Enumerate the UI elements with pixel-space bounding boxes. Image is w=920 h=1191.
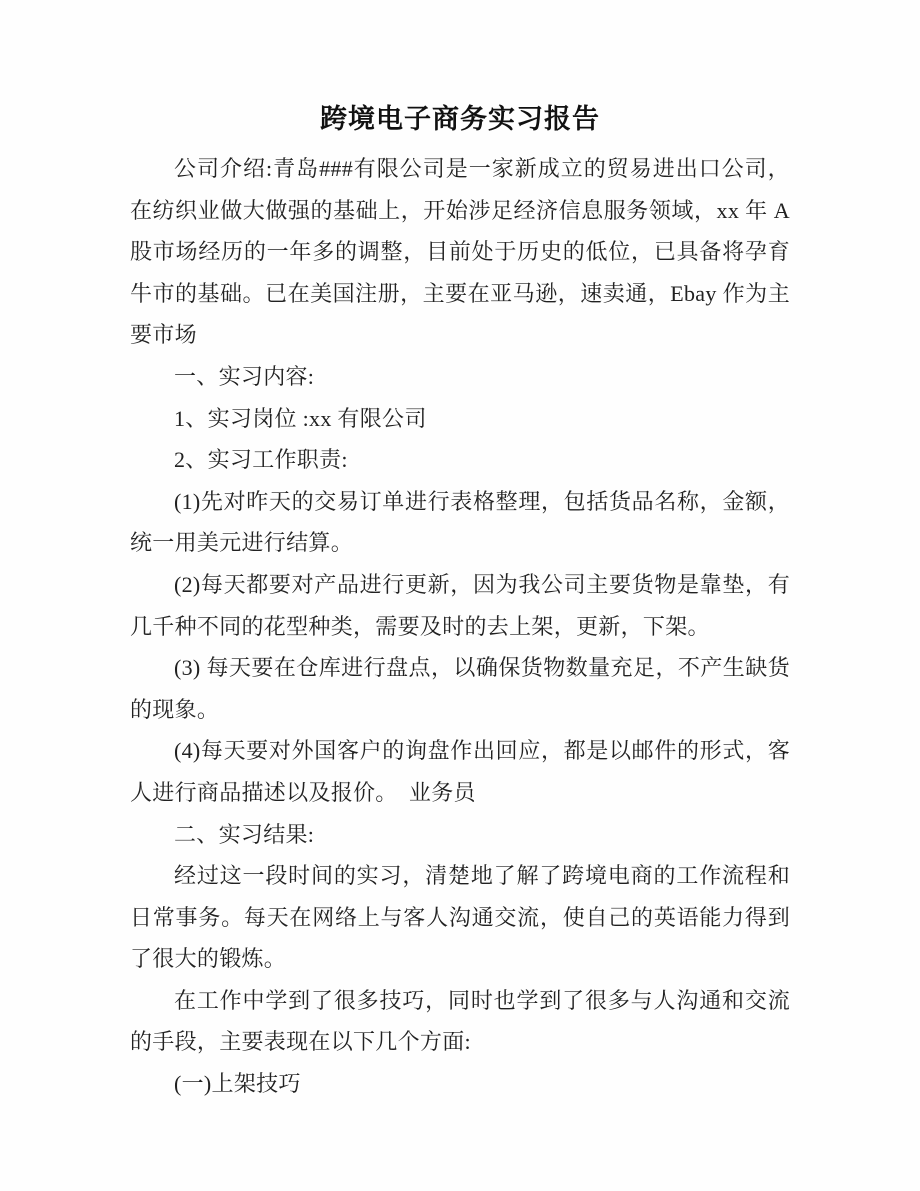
paragraph-result-1: 经过这一段时间的实习，清楚地了解了跨境电商的工作流程和日常事务。每天在网络上与客人沟通交流，使自己的英语能力得到了很大的锻炼。	[130, 863, 790, 972]
paragraph-result-2: 在工作中学到了很多技巧，同时也学到了很多与人沟通和交流的手段，主要表现在以下几个方面:	[130, 987, 790, 1055]
paragraph-duties-heading: 2、实习工作职责:	[174, 447, 348, 473]
document-title: 跨境电子商务实习报告	[320, 104, 600, 134]
paragraph-duty-1: (1)先对昨天的交易订单进行表格整理，包括货品名称，金额，统一用美元进行结算。	[130, 488, 790, 556]
paragraph-subsection-heading: (一)上架技巧	[174, 1071, 301, 1097]
document-body	[130, 148, 790, 1105]
paragraph-company-intro: 公司介绍:青岛###有限公司是一家新成立的贸易进出口公司，在纺织业做大做强的基础上，开始涉足经济信息服务领域，xx 年 A 股市场经历的一年多的调整，目前处于历史的低位，已具备将孕育牛市的基础。已在美国注册，主要在亚马逊，速卖通，Ebay 作为主要市场	[130, 156, 790, 348]
paragraph-section-1-heading: 一、实习内容:	[174, 363, 315, 389]
paragraph-duty-4: (4)每天要对外国客户的询盘作出回应，都是以邮件的形式，客人进行商品描述以及报价。 业务员	[130, 738, 790, 805]
paragraph-duty-3: (3) 每天要在仓库进行盘点，以确保货物数量充足，不产生缺货的现象。	[130, 655, 790, 722]
paragraph-duty-2: (2)每天都要对产品进行更新，因为我公司主要货物是靠垫，有几千种不同的花型种类，需要及时的去上架，更新，下架。	[130, 571, 790, 639]
paragraph-internship-position: 1、实习岗位 :xx 有限公司	[174, 405, 427, 431]
paragraph-section-2-heading: 二、实习结果:	[174, 821, 315, 847]
